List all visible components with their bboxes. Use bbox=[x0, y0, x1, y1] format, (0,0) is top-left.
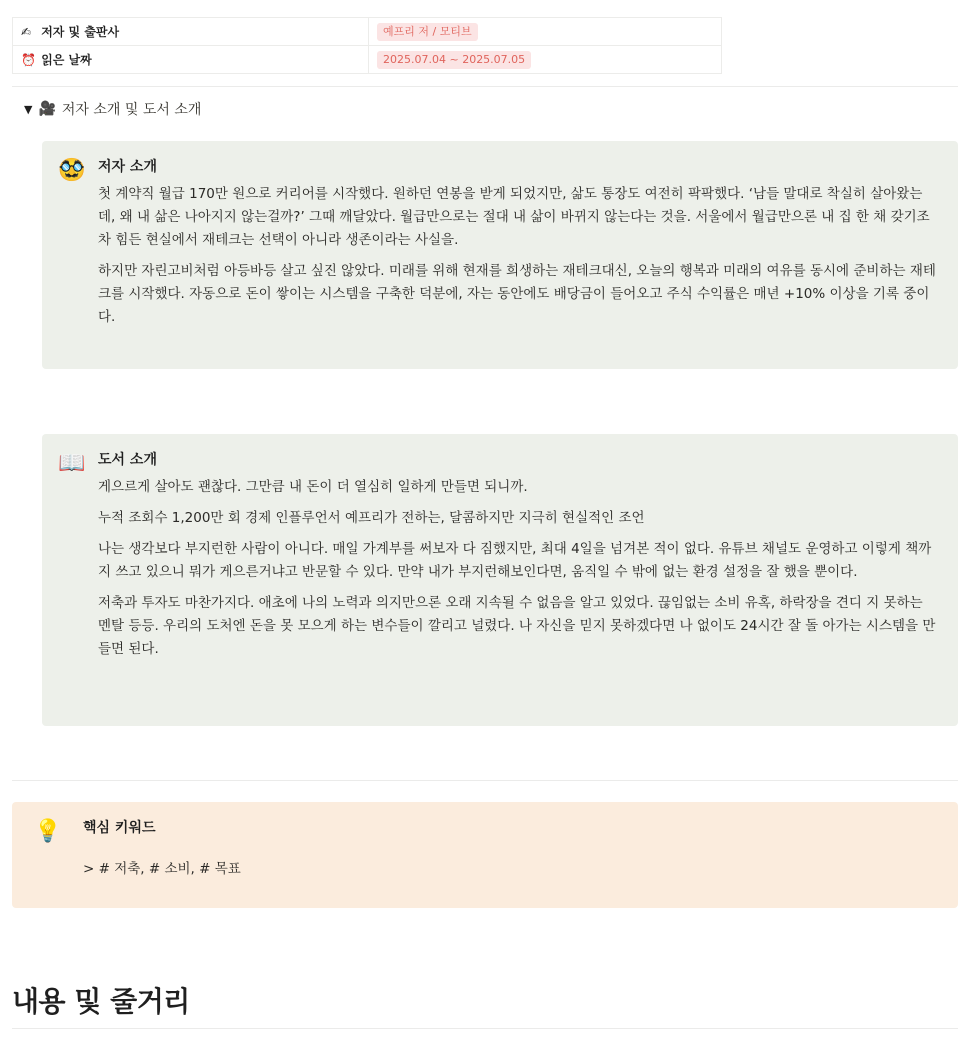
property-key-author[interactable] bbox=[13, 18, 369, 46]
property-value-pill: 2025.07.04 ~ 2025.07.05 bbox=[377, 51, 531, 69]
light-bulb-icon: 💡 bbox=[34, 819, 62, 844]
divider bbox=[12, 86, 958, 87]
callout-keywords bbox=[12, 802, 958, 908]
disguised-face-icon: 🥸 bbox=[58, 158, 86, 183]
property-row-date bbox=[13, 46, 722, 74]
callout-title: 저자 소개 bbox=[98, 159, 157, 175]
movie-camera-icon: 🎥 bbox=[38, 101, 56, 117]
callout-book-intro bbox=[42, 434, 958, 726]
callout-paragraph: 나는 생각보다 부지런한 사람이 아니다. 매일 가계부를 써보자 다 짐했지만, 최대 4일을 넘겨본 적이 없다. 유튜브 채널도 운영하고 이렇게 책까지 쓰고 있으니 뭐가 게으른거냐고 반문할 수 있다. 만약 내가 부지런해보인다면, 움직일 수 밖에 없는 환경 설정을 잘 했을 뿐이다. bbox=[98, 541, 932, 580]
callout-paragraph: 하지만 자린고비처럼 아등바등 살고 싶진 않았다. 미래를 위해 현재를 희생하는 재테크대신, 오늘의 행복과 미래의 여유를 동시에 준비하는 재테크를 시작했다. 자동으로 돈이 쌓이는 시스템을 구축한 덕분에, 자는 동안에도 배당금이 들어오고 주식 수익률은 매년 +10% 이상을 기록 중이다. bbox=[98, 263, 936, 325]
keyword-text: > # 저축, # 소비, # 목표 bbox=[83, 861, 241, 877]
heading-divider bbox=[12, 1028, 958, 1029]
callout-paragraph: 누적 조회수 1,200만 회 경제 인플루언서 예프리가 전하는, 달콤하지만 지극히 현실적인 조언 bbox=[98, 510, 645, 526]
toggle-label: 저자 소개 및 도서 소개 bbox=[61, 102, 202, 118]
callout-paragraph: 저축과 투자도 마찬가지다. 애초에 나의 노력과 의지만으론 오래 지속될 수 없음을 알고 있었다. 끊임없는 소비 유혹, 하락장을 견디 지 못하는 멘탈 등등. 우리의 도처엔 돈을 못 모으게 하는 변수들이 깔리고 널렸다. 나 자신을 믿지 못하겠다면 나 없이도 24시간 잘 돌 아가는 시스템을 만들면 된다. bbox=[98, 595, 936, 657]
section-heading: 내용 및 줄거리 bbox=[12, 985, 190, 1018]
callout-title: 핵심 키워드 bbox=[83, 820, 156, 836]
property-value-pill: 예프리 저 / 모티브 bbox=[377, 23, 478, 41]
properties-table bbox=[12, 17, 722, 74]
toggle-author-book-intro[interactable] bbox=[24, 99, 201, 119]
callout-paragraph: 게으르게 살아도 괜찮다. 그만큼 내 돈이 더 열심히 일하게 만들면 되니까. bbox=[98, 479, 528, 495]
divider bbox=[12, 780, 958, 781]
property-value-author[interactable] bbox=[369, 18, 722, 46]
property-key-date[interactable] bbox=[13, 46, 369, 74]
callout-author-intro bbox=[42, 141, 958, 369]
property-label: 읽은 날짜 bbox=[41, 53, 92, 67]
property-row-author bbox=[13, 18, 722, 46]
writing-hand-icon: ✍ bbox=[21, 25, 32, 39]
property-label: 저자 및 출판사 bbox=[41, 25, 120, 39]
callout-title: 도서 소개 bbox=[98, 452, 157, 468]
property-value-date[interactable] bbox=[369, 46, 722, 74]
alarm-clock-icon: ⏰ bbox=[21, 53, 36, 67]
triangle-down-icon[interactable]: ▼ bbox=[24, 102, 33, 116]
open-book-icon: 📖 bbox=[58, 451, 86, 476]
callout-paragraph: 첫 계약직 월급 170만 원으로 커리어를 시작했다. 원하던 연봉을 받게 되었지만, 삶도 통장도 여전히 팍팍했다. ‘남들 말대로 착실히 살아왔는데, 왜 내 삶은 나아지지 않는걸까?’ 그때 깨달았다. 월급만으로는 절대 내 삶이 바뀌지 않는다는 것을. 서울에서 월급만으론 내 집 한 채 갖기조차 힘든 현실에서 재테크는 선택이 아니라 생존이라는 사실을. bbox=[98, 186, 930, 248]
